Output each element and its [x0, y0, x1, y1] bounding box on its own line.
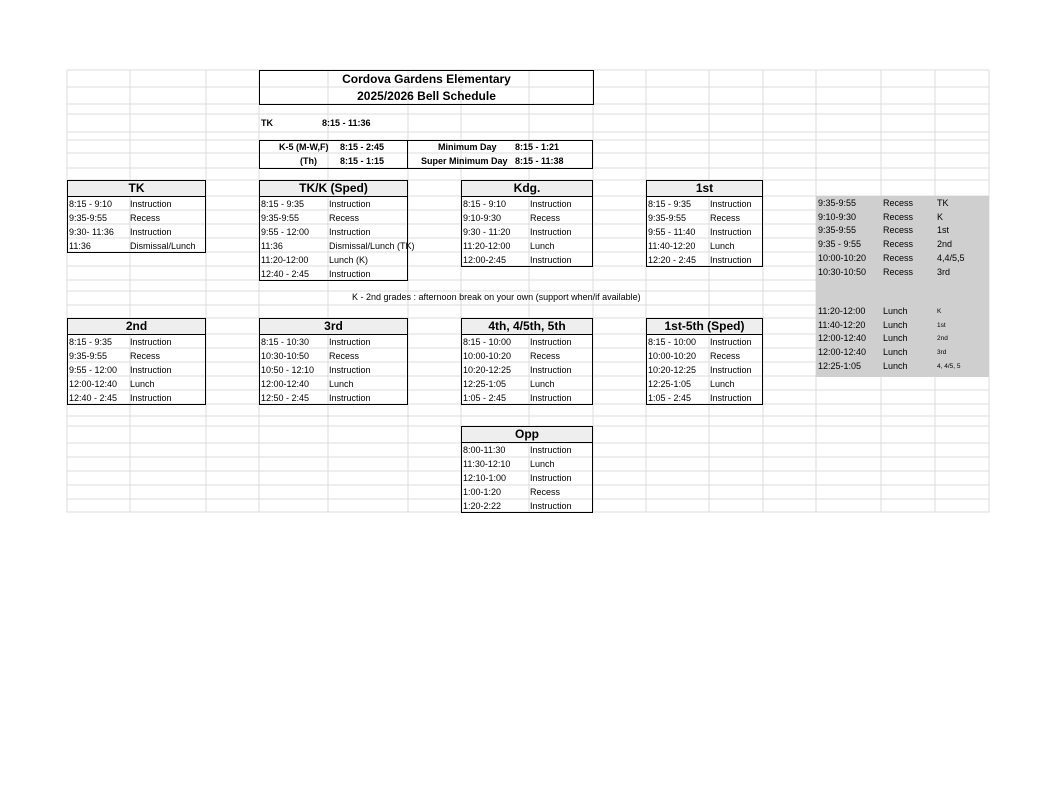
summary-row: [816, 197, 989, 210]
schedule-2nd: [67, 318, 206, 405]
schedule-row: [67, 377, 206, 391]
row-time: 1:00-1:20: [463, 487, 502, 497]
tk-time: 8:15 - 11:36: [322, 118, 371, 128]
schedule-title: 2nd: [67, 318, 206, 335]
summary-grade: 4, 4/5, 5: [937, 362, 961, 370]
summary-row: [816, 332, 989, 345]
row-time: 1:05 - 2:45: [463, 393, 507, 403]
row-time: 8:15 - 10:00: [648, 337, 697, 347]
k5-time: 8:15 - 2:45: [340, 142, 385, 152]
row-time: 11:36: [261, 241, 283, 251]
summary-grade: 3rd: [937, 349, 947, 357]
row-time: 9:35-9:55: [69, 213, 108, 223]
schedule-row: [259, 391, 408, 405]
schedule-row: [461, 499, 593, 513]
summary-row: [816, 266, 989, 279]
row-event: Instruction: [130, 337, 172, 347]
row-event: Instruction: [130, 227, 172, 237]
summary-time: 10:00-10:20: [818, 252, 867, 263]
row-time: 12:40 - 2:45: [261, 269, 310, 279]
row-event: Instruction: [530, 501, 572, 511]
summary-type: Recess: [883, 225, 914, 236]
row-event: Instruction: [329, 337, 371, 347]
row-time: 8:15 - 9:35: [69, 337, 113, 347]
row-event: Instruction: [329, 227, 371, 237]
row-event: Lunch: [710, 379, 735, 389]
row-time: 10:00-10:20: [463, 351, 512, 361]
summary-row: [816, 346, 989, 359]
row-event: Instruction: [530, 393, 572, 403]
summary-row: [816, 238, 989, 251]
summary-type: Lunch: [883, 333, 908, 344]
row-time: 12:00-2:45: [463, 255, 507, 265]
row-event: Recess: [530, 487, 561, 497]
schedule-row: [461, 377, 593, 391]
summary-type: Recess: [883, 198, 914, 208]
day-times-divider: [407, 140, 408, 169]
summary-grade: TK: [937, 198, 949, 208]
row-event: Recess: [710, 213, 741, 223]
schedule-row: [67, 335, 206, 349]
row-event: Instruction: [530, 255, 572, 265]
super-minimum-day-time: 8:15 - 11:38: [515, 156, 564, 166]
summary-grade: 1st: [937, 225, 950, 236]
row-time: 9:30- 11:36: [69, 227, 114, 237]
schedule-title: 1st: [646, 180, 763, 197]
summary-time: 10:30-10:50: [818, 266, 867, 277]
summary-type: Lunch: [883, 306, 908, 316]
row-event: Instruction: [530, 365, 572, 375]
row-time: 9:55 - 11:40: [648, 227, 696, 237]
schedule-row: [646, 239, 763, 253]
schedule-row: [67, 391, 206, 405]
schedule-1st: [646, 180, 763, 267]
summary-time: 9:35 - 9:55: [818, 239, 862, 250]
schedule-title: 4th, 4/5th, 5th: [461, 318, 593, 335]
row-time: 8:15 - 10:00: [463, 337, 512, 347]
summary-time: 9:35-9:55: [818, 225, 857, 236]
schedule-row: [461, 363, 593, 377]
schedule-row: [646, 335, 763, 349]
schedule-row: [461, 335, 593, 349]
summary-type: Recess: [883, 239, 914, 250]
summary-grade: 4,4/5,5: [937, 252, 965, 263]
row-event: Instruction: [530, 337, 572, 347]
row-event: Recess: [329, 351, 360, 361]
row-time: 11:20-12:00: [261, 255, 309, 265]
schedule-row: [461, 471, 593, 485]
schedule-row: [259, 239, 415, 253]
schedule-row: [646, 197, 763, 211]
row-event: Instruction: [710, 255, 752, 265]
schedule-tk-k-sped: [259, 180, 415, 281]
summary-type: Recess: [883, 252, 914, 263]
schedule-title: Opp: [461, 426, 593, 443]
schedule-row: [67, 363, 206, 377]
tk-label: TK: [261, 118, 273, 128]
schedule-row: [259, 349, 408, 363]
row-time: 9:30 - 11:20: [463, 227, 511, 237]
summary-grade: K: [937, 308, 942, 315]
summary-time: 12:00-12:40: [818, 347, 867, 358]
row-event: Lunch: [329, 379, 354, 389]
summary-grade: 2nd: [937, 335, 948, 343]
schedule-row: [461, 391, 593, 405]
schedule-title: Kdg.: [461, 180, 593, 197]
schedule-row: [461, 443, 593, 457]
schedule-title: TK/K (Sped): [259, 180, 408, 197]
row-event: Lunch: [530, 379, 555, 389]
row-time: 10:20-12:25: [648, 365, 697, 375]
schedule-row: [646, 253, 763, 267]
row-time: 10:20-12:25: [463, 365, 512, 375]
schedule-row: [646, 377, 763, 391]
row-time: 11:40-12:20: [648, 241, 696, 251]
summary-type: Lunch: [883, 347, 908, 358]
row-event: Recess: [530, 351, 561, 361]
schedule-row: [646, 391, 763, 405]
schedule-row: [67, 211, 206, 225]
summary-row: [816, 252, 989, 265]
row-event: Instruction: [710, 337, 752, 347]
minimum-day-label: Minimum Day: [438, 142, 497, 152]
summary-time: 12:25-1:05: [818, 360, 862, 371]
schedule-title: TK: [67, 180, 206, 197]
summary-grade: 1st: [937, 321, 946, 329]
summary-type: Recess: [883, 266, 914, 277]
row-time: 12:00-12:40: [69, 379, 118, 389]
summary-row: [816, 224, 989, 237]
row-event: Dismissal/Lunch: [130, 241, 196, 251]
schedule-row: [461, 225, 593, 239]
schedule-kdg: [461, 180, 593, 267]
row-time: 8:15 - 9:35: [261, 199, 305, 209]
schedule-title: 1st-5th (Sped): [646, 318, 763, 335]
row-event: Instruction: [329, 199, 371, 209]
schedule-row: [461, 253, 593, 267]
row-time: 12:50 - 2:45: [261, 393, 310, 403]
summary-grade: 2nd: [937, 239, 953, 250]
schedule-row: [67, 225, 206, 239]
schedule-tk: [67, 180, 206, 253]
row-time: 12:40 - 2:45: [69, 393, 118, 403]
row-time: 12:20 - 2:45: [648, 255, 697, 265]
row-time: 8:15 - 9:10: [69, 199, 113, 209]
schedule-row: [259, 377, 408, 391]
thursday-label: (Th): [300, 156, 317, 166]
row-time: 9:55 - 12:00: [69, 365, 118, 375]
row-time: 8:15 - 9:35: [648, 199, 692, 209]
row-time: 12:10-1:00: [463, 473, 507, 483]
schedule-subtitle: 2025/2026 Bell Schedule: [357, 89, 496, 103]
row-time: 9:35-9:55: [69, 351, 108, 361]
row-time: 1:05 - 2:45: [648, 393, 692, 403]
schedule-3rd: [259, 318, 408, 405]
summary-time: 9:10-9:30: [818, 211, 857, 222]
row-time: 9:35-9:55: [648, 213, 687, 223]
row-event: Lunch: [530, 459, 555, 469]
row-time: 12:00-12:40: [261, 379, 310, 389]
row-event: Instruction: [530, 227, 572, 237]
school-name: Cordova Gardens Elementary: [342, 72, 511, 86]
summary-time: 11:40-12:20: [818, 319, 866, 330]
row-time: 10:00-10:20: [648, 351, 697, 361]
schedule-title: 3rd: [259, 318, 408, 335]
summary-type: Lunch: [883, 360, 908, 371]
schedule-row: [646, 349, 763, 363]
row-time: 10:30-10:50: [261, 351, 310, 361]
summary-row: [816, 305, 989, 318]
schedule-row: [461, 485, 593, 499]
schedule-row: [259, 335, 408, 349]
row-event: Recess: [530, 213, 561, 223]
row-time: 11:20-12:00: [463, 241, 511, 251]
summary-type: Lunch: [883, 319, 908, 330]
row-time: 11:30-12:10: [463, 459, 511, 469]
schedule-row: [461, 457, 593, 471]
minimum-day-time: 8:15 - 1:21: [515, 142, 560, 152]
row-time: 8:00-11:30: [463, 445, 506, 455]
row-time: 9:55 - 12:00: [261, 227, 310, 237]
row-event: Recess: [329, 213, 360, 223]
schedule-opp: [461, 426, 593, 513]
row-event: Instruction: [530, 445, 572, 455]
schedule-row: [67, 239, 206, 253]
row-event: Instruction: [530, 473, 572, 483]
row-time: 11:36: [69, 241, 91, 251]
schedule-row: [259, 197, 408, 211]
summary-type: Recess: [883, 211, 914, 222]
summary-time: 11:20-12:00: [818, 306, 866, 316]
schedule-row: [67, 349, 206, 363]
row-time: 9:35-9:55: [261, 213, 300, 223]
schedule-row: [646, 363, 763, 377]
row-event: Lunch: [530, 241, 555, 251]
summary-grade: 3rd: [937, 266, 951, 277]
schedule-row: [646, 211, 763, 225]
schedule-row: [259, 267, 408, 281]
schedule-row: [461, 349, 593, 363]
schedule-row: [259, 211, 408, 225]
row-event: Instruction: [710, 365, 752, 375]
summary-time: 12:00-12:40: [818, 333, 867, 344]
row-event: Recess: [130, 213, 161, 223]
k2-break-note: K - 2nd grades : afternoon break on your own (support when/if available): [352, 292, 641, 302]
schedule-row: [259, 225, 408, 239]
row-event: Instruction: [710, 227, 752, 237]
row-time: 1:20-2:22: [463, 501, 502, 511]
schedule-row: [259, 253, 408, 267]
row-time: 10:50 - 12:10: [261, 365, 315, 375]
schedule-1st-5th-sped: [646, 318, 763, 405]
row-event: Instruction: [530, 199, 572, 209]
summary-row: [816, 360, 989, 373]
schedule-4th-5th: [461, 318, 593, 405]
summary-row: [816, 319, 989, 332]
k5-label: K-5 (M-W,F): [279, 142, 329, 152]
row-event: Instruction: [329, 269, 371, 279]
schedule-row: [646, 225, 763, 239]
schedule-row: [461, 197, 593, 211]
row-event: Instruction: [710, 393, 752, 403]
super-minimum-day-label: Super Minimum Day: [421, 156, 508, 166]
row-event: Instruction: [329, 365, 371, 375]
row-event: Instruction: [329, 393, 371, 403]
row-event: Lunch: [710, 241, 735, 251]
row-event: Instruction: [710, 199, 752, 209]
row-event: Instruction: [130, 199, 172, 209]
summary-row: [816, 211, 989, 224]
thursday-time: 8:15 - 1:15: [340, 156, 385, 166]
summary-grade: K: [937, 211, 944, 222]
schedule-row: [461, 239, 593, 253]
row-time: 12:25-1:05: [648, 379, 692, 389]
row-event: Dismissal/Lunch (TK): [329, 241, 415, 251]
row-time: 12:25-1:05: [463, 379, 507, 389]
schedule-row: [67, 197, 206, 211]
row-event: Instruction: [130, 393, 172, 403]
row-time: 8:15 - 10:30: [261, 337, 310, 347]
row-event: Recess: [710, 351, 741, 361]
row-event: Recess: [130, 351, 161, 361]
row-time: 8:15 - 9:10: [463, 199, 507, 209]
row-event: Lunch (K): [329, 255, 369, 265]
summary-time: 9:35-9:55: [818, 198, 857, 208]
row-time: 9:10-9:30: [463, 213, 502, 223]
row-event: Lunch: [130, 379, 155, 389]
row-event: Instruction: [130, 365, 172, 375]
schedule-row: [259, 363, 408, 377]
schedule-row: [461, 211, 593, 225]
